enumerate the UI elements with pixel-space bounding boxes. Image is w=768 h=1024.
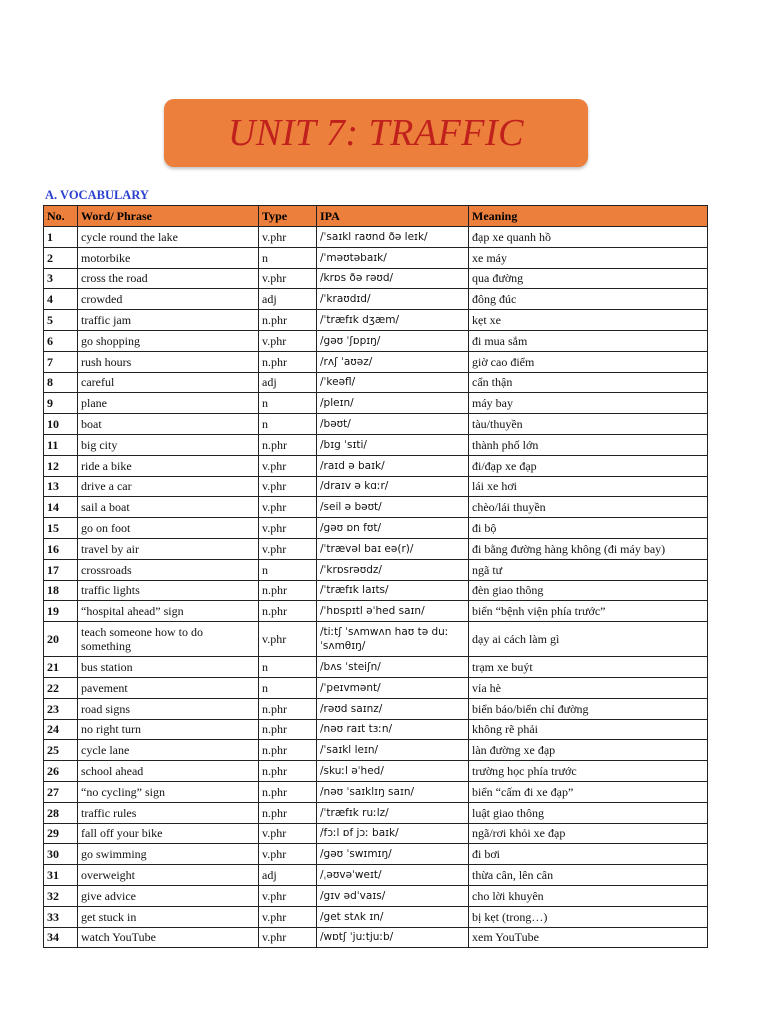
cell-no: 13 bbox=[44, 476, 78, 497]
cell-ipa: /ˈhɒspɪtl əˈhed saɪn/ bbox=[317, 601, 469, 622]
cell-type: n.phr bbox=[259, 351, 317, 372]
table-row bbox=[44, 844, 708, 865]
cell-meaning: ngã tư bbox=[469, 559, 708, 580]
header-type: Type bbox=[259, 206, 317, 227]
cell-type: n bbox=[259, 677, 317, 698]
cell-type: v.phr bbox=[259, 538, 317, 559]
cell-type: n.phr bbox=[259, 580, 317, 601]
cell-word: overweight bbox=[78, 865, 259, 886]
cell-ipa: /wɒtʃ ˈjuːtjuːb/ bbox=[317, 927, 469, 948]
cell-meaning: đèn giao thông bbox=[469, 580, 708, 601]
cell-ipa: /krɒs ðə rəʊd/ bbox=[317, 268, 469, 289]
table-row bbox=[44, 310, 708, 331]
cell-no: 6 bbox=[44, 330, 78, 351]
cell-no: 5 bbox=[44, 310, 78, 331]
cell-ipa: /ˈtræfɪk ruːlz/ bbox=[317, 802, 469, 823]
cell-type: n.phr bbox=[259, 434, 317, 455]
cell-word: travel by air bbox=[78, 538, 259, 559]
cell-no: 8 bbox=[44, 372, 78, 393]
cell-no: 15 bbox=[44, 518, 78, 539]
cell-no: 1 bbox=[44, 227, 78, 248]
cell-ipa: /fɔːl ɒf jɔː baɪk/ bbox=[317, 823, 469, 844]
cell-meaning: thừa cân, lên cân bbox=[469, 865, 708, 886]
table-row bbox=[44, 330, 708, 351]
cell-word: ride a bike bbox=[78, 455, 259, 476]
table-row bbox=[44, 622, 708, 657]
cell-type: v.phr bbox=[259, 823, 317, 844]
cell-type: v.phr bbox=[259, 497, 317, 518]
cell-no: 28 bbox=[44, 802, 78, 823]
cell-type: n bbox=[259, 559, 317, 580]
table-row bbox=[44, 719, 708, 740]
table-row bbox=[44, 823, 708, 844]
cell-meaning: trạm xe buýt bbox=[469, 657, 708, 678]
cell-no: 4 bbox=[44, 289, 78, 310]
table-row bbox=[44, 476, 708, 497]
cell-ipa: /ˈkrɒsrəʊdz/ bbox=[317, 559, 469, 580]
vocabulary-table bbox=[43, 205, 708, 948]
cell-meaning: cẩn thận bbox=[469, 372, 708, 393]
cell-ipa: /rəʊd saɪnz/ bbox=[317, 698, 469, 719]
cell-type: n bbox=[259, 393, 317, 414]
cell-no: 30 bbox=[44, 844, 78, 865]
cell-type: v.phr bbox=[259, 476, 317, 497]
cell-meaning: đi bơi bbox=[469, 844, 708, 865]
cell-word: fall off your bike bbox=[78, 823, 259, 844]
cell-word: motorbike bbox=[78, 247, 259, 268]
cell-ipa: /bʌs ˈsteiʃn/ bbox=[317, 657, 469, 678]
cell-no: 27 bbox=[44, 781, 78, 802]
cell-meaning: biển “bệnh viện phía trước” bbox=[469, 601, 708, 622]
cell-type: n.phr bbox=[259, 781, 317, 802]
cell-no: 20 bbox=[44, 622, 78, 657]
cell-word: cycle lane bbox=[78, 740, 259, 761]
cell-meaning: biển báo/biển chỉ đường bbox=[469, 698, 708, 719]
cell-no: 26 bbox=[44, 761, 78, 782]
table-row bbox=[44, 372, 708, 393]
cell-type: v.phr bbox=[259, 268, 317, 289]
cell-ipa: /skuːl əˈhed/ bbox=[317, 761, 469, 782]
cell-meaning: biển “cấm đi xe đạp” bbox=[469, 781, 708, 802]
cell-meaning: máy bay bbox=[469, 393, 708, 414]
table-row bbox=[44, 227, 708, 248]
cell-type: v.phr bbox=[259, 622, 317, 657]
cell-no: 16 bbox=[44, 538, 78, 559]
table-row bbox=[44, 538, 708, 559]
cell-type: v.phr bbox=[259, 227, 317, 248]
cell-word: go shopping bbox=[78, 330, 259, 351]
table-row bbox=[44, 781, 708, 802]
cell-no: 33 bbox=[44, 906, 78, 927]
cell-no: 12 bbox=[44, 455, 78, 476]
table-row bbox=[44, 289, 708, 310]
header-no: No. bbox=[44, 206, 78, 227]
cell-meaning: đông đúc bbox=[469, 289, 708, 310]
cell-no: 19 bbox=[44, 601, 78, 622]
table-row bbox=[44, 559, 708, 580]
cell-no: 14 bbox=[44, 497, 78, 518]
cell-type: v.phr bbox=[259, 455, 317, 476]
cell-meaning: thành phố lớn bbox=[469, 434, 708, 455]
table-row bbox=[44, 885, 708, 906]
cell-type: adj bbox=[259, 865, 317, 886]
cell-word: watch YouTube bbox=[78, 927, 259, 948]
cell-word: traffic rules bbox=[78, 802, 259, 823]
cell-word: cross the road bbox=[78, 268, 259, 289]
cell-type: n bbox=[259, 414, 317, 435]
page-title: UNIT 7: TRAFFIC bbox=[227, 112, 525, 154]
cell-type: n.phr bbox=[259, 761, 317, 782]
cell-no: 31 bbox=[44, 865, 78, 886]
header-word: Word/ Phrase bbox=[78, 206, 259, 227]
cell-ipa: /ˈtræfɪk laɪts/ bbox=[317, 580, 469, 601]
cell-no: 9 bbox=[44, 393, 78, 414]
table-row bbox=[44, 434, 708, 455]
cell-word: “no cycling” sign bbox=[78, 781, 259, 802]
cell-word: road signs bbox=[78, 698, 259, 719]
cell-ipa: /ˈsaɪkl raʊnd ðə leɪk/ bbox=[317, 227, 469, 248]
cell-ipa: /gəʊ ˈswɪmɪŋ/ bbox=[317, 844, 469, 865]
table-row bbox=[44, 497, 708, 518]
cell-no: 34 bbox=[44, 927, 78, 948]
cell-ipa: /gɪv ədˈvaɪs/ bbox=[317, 885, 469, 906]
cell-meaning: không rẽ phải bbox=[469, 719, 708, 740]
table-row bbox=[44, 601, 708, 622]
cell-word: teach someone how to do something bbox=[78, 622, 259, 657]
cell-ipa: /rʌʃ ˈaʊəz/ bbox=[317, 351, 469, 372]
cell-type: n bbox=[259, 657, 317, 678]
cell-word: plane bbox=[78, 393, 259, 414]
table-row bbox=[44, 268, 708, 289]
table-row bbox=[44, 518, 708, 539]
cell-no: 7 bbox=[44, 351, 78, 372]
cell-type: v.phr bbox=[259, 844, 317, 865]
cell-ipa: /ˈsaɪkl leɪn/ bbox=[317, 740, 469, 761]
cell-meaning: xe máy bbox=[469, 247, 708, 268]
cell-meaning: đi mua sắm bbox=[469, 330, 708, 351]
cell-meaning: xem YouTube bbox=[469, 927, 708, 948]
cell-type: v.phr bbox=[259, 906, 317, 927]
cell-type: n.phr bbox=[259, 698, 317, 719]
cell-ipa: /bɪg ˈsɪti/ bbox=[317, 434, 469, 455]
cell-word: rush hours bbox=[78, 351, 259, 372]
cell-no: 32 bbox=[44, 885, 78, 906]
cell-ipa: /bəʊt/ bbox=[317, 414, 469, 435]
cell-word: no right turn bbox=[78, 719, 259, 740]
cell-meaning: qua đường bbox=[469, 268, 708, 289]
cell-meaning: vỉa hè bbox=[469, 677, 708, 698]
cell-no: 21 bbox=[44, 657, 78, 678]
cell-no: 29 bbox=[44, 823, 78, 844]
cell-meaning: kẹt xe bbox=[469, 310, 708, 331]
cell-ipa: /pleɪn/ bbox=[317, 393, 469, 414]
cell-ipa: /ˈtræfɪk dʒæm/ bbox=[317, 310, 469, 331]
cell-ipa: /seil ə bəʊt/ bbox=[317, 497, 469, 518]
cell-ipa: /draɪv ə kɑːr/ bbox=[317, 476, 469, 497]
cell-word: pavement bbox=[78, 677, 259, 698]
cell-ipa: /ˌəʊvəˈweɪt/ bbox=[317, 865, 469, 886]
table-row bbox=[44, 580, 708, 601]
cell-ipa: /ˈməʊtəbaɪk/ bbox=[317, 247, 469, 268]
cell-word: go swimming bbox=[78, 844, 259, 865]
table-row bbox=[44, 657, 708, 678]
cell-meaning: đạp xe quanh hồ bbox=[469, 227, 708, 248]
cell-word: traffic lights bbox=[78, 580, 259, 601]
cell-word: sail a boat bbox=[78, 497, 259, 518]
table-row bbox=[44, 740, 708, 761]
cell-word: go on foot bbox=[78, 518, 259, 539]
cell-ipa: /tiːtʃ ˈsʌmwʌn haʊ tə duː ˈsʌmθɪŋ/ bbox=[317, 622, 469, 657]
table-row bbox=[44, 802, 708, 823]
cell-ipa: /nəʊ ˈsaɪklɪŋ saɪn/ bbox=[317, 781, 469, 802]
cell-meaning: ngã/rơi khỏi xe đạp bbox=[469, 823, 708, 844]
cell-ipa: /raɪd ə baɪk/ bbox=[317, 455, 469, 476]
cell-meaning: làn đường xe đạp bbox=[469, 740, 708, 761]
cell-no: 24 bbox=[44, 719, 78, 740]
cell-meaning: dạy ai cách làm gì bbox=[469, 622, 708, 657]
cell-ipa: /ˈpeɪvmənt/ bbox=[317, 677, 469, 698]
table-row bbox=[44, 865, 708, 886]
cell-type: n.phr bbox=[259, 310, 317, 331]
section-heading: A. VOCABULARY bbox=[45, 188, 149, 202]
cell-type: adj bbox=[259, 289, 317, 310]
table-row bbox=[44, 393, 708, 414]
table-header-row bbox=[44, 206, 708, 227]
cell-word: give advice bbox=[78, 885, 259, 906]
cell-meaning: chèo/lái thuyền bbox=[469, 497, 708, 518]
cell-word: drive a car bbox=[78, 476, 259, 497]
header-meaning: Meaning bbox=[469, 206, 708, 227]
cell-type: v.phr bbox=[259, 518, 317, 539]
cell-word: crowded bbox=[78, 289, 259, 310]
cell-ipa: /ˈkraʊdɪd/ bbox=[317, 289, 469, 310]
cell-type: v.phr bbox=[259, 885, 317, 906]
cell-word: careful bbox=[78, 372, 259, 393]
cell-type: n.phr bbox=[259, 802, 317, 823]
cell-no: 2 bbox=[44, 247, 78, 268]
cell-meaning: lái xe hơi bbox=[469, 476, 708, 497]
cell-no: 22 bbox=[44, 677, 78, 698]
cell-ipa: /ˈkeəfl/ bbox=[317, 372, 469, 393]
cell-meaning: luật giao thông bbox=[469, 802, 708, 823]
cell-no: 3 bbox=[44, 268, 78, 289]
cell-ipa: /get stʌk ɪn/ bbox=[317, 906, 469, 927]
cell-word: school ahead bbox=[78, 761, 259, 782]
table-row bbox=[44, 927, 708, 948]
cell-meaning: đi/đạp xe đạp bbox=[469, 455, 708, 476]
cell-word: “hospital ahead” sign bbox=[78, 601, 259, 622]
cell-type: n bbox=[259, 247, 317, 268]
table-row bbox=[44, 677, 708, 698]
cell-type: adj bbox=[259, 372, 317, 393]
cell-no: 23 bbox=[44, 698, 78, 719]
cell-word: boat bbox=[78, 414, 259, 435]
cell-word: cycle round the lake bbox=[78, 227, 259, 248]
cell-meaning: bị kẹt (trong…) bbox=[469, 906, 708, 927]
cell-meaning: tàu/thuyền bbox=[469, 414, 708, 435]
table-body bbox=[44, 227, 708, 948]
table-row bbox=[44, 351, 708, 372]
cell-ipa: /gəʊ ˈʃɒpɪŋ/ bbox=[317, 330, 469, 351]
cell-meaning: giờ cao điểm bbox=[469, 351, 708, 372]
cell-word: bus station bbox=[78, 657, 259, 678]
title-banner bbox=[164, 99, 588, 167]
cell-ipa: /ˈtrævəl baɪ eə(r)/ bbox=[317, 538, 469, 559]
table-row bbox=[44, 906, 708, 927]
cell-no: 17 bbox=[44, 559, 78, 580]
cell-word: big city bbox=[78, 434, 259, 455]
table-row bbox=[44, 414, 708, 435]
cell-word: get stuck in bbox=[78, 906, 259, 927]
table-row bbox=[44, 761, 708, 782]
cell-no: 25 bbox=[44, 740, 78, 761]
cell-no: 11 bbox=[44, 434, 78, 455]
cell-type: v.phr bbox=[259, 330, 317, 351]
table-row bbox=[44, 698, 708, 719]
table-row bbox=[44, 455, 708, 476]
cell-type: n.phr bbox=[259, 719, 317, 740]
cell-word: traffic jam bbox=[78, 310, 259, 331]
cell-meaning: cho lời khuyên bbox=[469, 885, 708, 906]
cell-ipa: /gəʊ ɒn fʊt/ bbox=[317, 518, 469, 539]
cell-type: n.phr bbox=[259, 740, 317, 761]
cell-no: 18 bbox=[44, 580, 78, 601]
cell-type: n.phr bbox=[259, 601, 317, 622]
cell-word: crossroads bbox=[78, 559, 259, 580]
cell-meaning: trường học phía trước bbox=[469, 761, 708, 782]
cell-meaning: đi bằng đường hàng không (đi máy bay) bbox=[469, 538, 708, 559]
cell-type: v.phr bbox=[259, 927, 317, 948]
cell-no: 10 bbox=[44, 414, 78, 435]
table-row bbox=[44, 247, 708, 268]
cell-meaning: đi bộ bbox=[469, 518, 708, 539]
cell-ipa: /nəʊ raɪt tɜːn/ bbox=[317, 719, 469, 740]
header-ipa: IPA bbox=[317, 206, 469, 227]
